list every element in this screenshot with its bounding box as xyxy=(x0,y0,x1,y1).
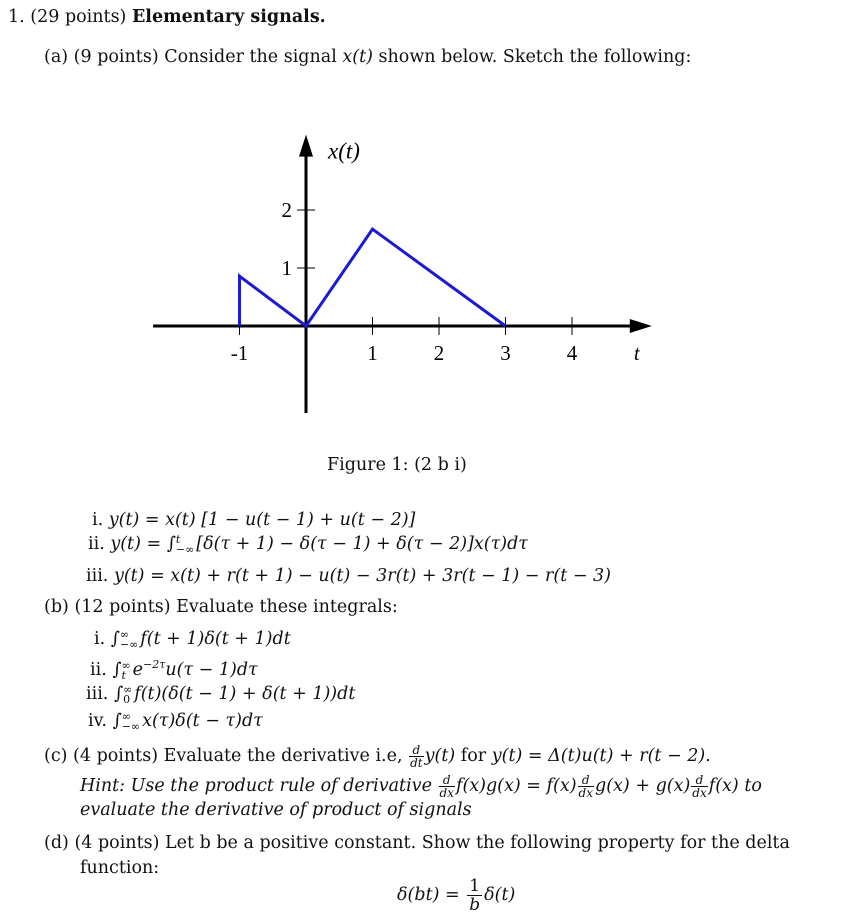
figure-caption: Figure 1: (2 b i) xyxy=(327,455,467,475)
part-c-hint-line2: evaluate the derivative of product of signals xyxy=(80,800,472,820)
integrand-base: e xyxy=(132,660,143,680)
integral-lower: −∞ xyxy=(119,637,139,651)
integral-sign: ∫ xyxy=(166,534,176,554)
part-a-text-pre: Consider the signal xyxy=(164,47,337,67)
y-axis-arrow xyxy=(299,135,313,157)
item-number: iii. xyxy=(86,566,109,586)
x-tick-label: 4 xyxy=(566,341,578,365)
integral-lower: t xyxy=(121,668,126,682)
hint-product: f(x)g(x) xyxy=(455,776,521,796)
y-tick-label: 1 xyxy=(281,256,292,280)
part-a-points: (9 points) xyxy=(73,47,159,67)
problem-number: 1. xyxy=(8,7,25,27)
item-lhs: y(t) = xyxy=(110,534,162,554)
integral-upper: ∞ xyxy=(119,627,130,641)
hint-to: to xyxy=(744,776,762,796)
integrand: x(τ)δ(t − τ)dτ xyxy=(142,711,263,731)
signal-line xyxy=(240,229,506,326)
integrand: f(t + 1)δ(t + 1)dt xyxy=(140,629,291,649)
part-b-item-4 xyxy=(88,710,263,732)
item-number: i. xyxy=(94,629,106,649)
part-c-expression: y(t) = Δ(t)u(t) + r(t − 2). xyxy=(491,746,711,766)
part-a-signal: x(t) xyxy=(342,47,373,67)
part-c-text: Evaluate the derivative i.e, xyxy=(163,746,403,766)
derivative-operator: $\frac{d}{dx}$ xyxy=(439,773,454,800)
part-a-intro xyxy=(44,46,691,68)
item-expression: y(t) = x(t) + r(t + 1) − u(t) − 3r(t) + 3r(t − 1) − r(t − 3) xyxy=(113,566,612,586)
part-a-item-1 xyxy=(92,509,415,531)
y-tick-label: 2 xyxy=(281,198,292,222)
item-number: iii. xyxy=(86,684,109,704)
part-b-text: Evaluate these integrals: xyxy=(176,597,398,617)
item-expression: y(t) = x(t) [1 − u(t − 1) + u(t − 2)] xyxy=(108,510,416,530)
integral-sign: ∫ xyxy=(112,711,122,731)
part-b-label: (b) xyxy=(44,597,69,617)
part-b-intro xyxy=(44,596,398,618)
part-c-points: (4 points) xyxy=(73,746,159,766)
problem-header xyxy=(8,6,326,28)
x-axis-arrow xyxy=(630,319,652,333)
hint-fx: f(x) xyxy=(546,776,577,796)
part-a-text-post: shown below. Sketch the following: xyxy=(378,47,692,67)
x-tick-label: 3 xyxy=(500,341,511,365)
part-b-points: (12 points) xyxy=(74,597,171,617)
equation-fraction: $\frac{1}{b}$ xyxy=(469,876,481,915)
hint-fx: f(x) xyxy=(708,776,739,796)
x-tick-label: -1 xyxy=(230,341,249,365)
derivative-operator: $\frac{d}{dt}$ xyxy=(410,743,423,770)
integral-lower: −∞ xyxy=(121,719,141,733)
part-a-item-3 xyxy=(86,565,611,587)
equation-rhs: δ(t) xyxy=(484,885,516,905)
x-axis-label: t xyxy=(633,341,640,365)
hint-gx: g(x) xyxy=(655,776,691,796)
part-c-label: (c) xyxy=(44,746,68,766)
part-d-intro xyxy=(44,832,790,854)
integrand-rest: u(τ − 1)dτ xyxy=(165,660,258,680)
integral-upper: ∞ xyxy=(121,658,131,672)
integral-upper: ∞ xyxy=(121,709,131,723)
integral-upper: t xyxy=(175,532,181,546)
item-number: iv. xyxy=(88,711,107,731)
y-axis-label: x(t) xyxy=(328,138,360,164)
hint-gx: g(x) xyxy=(595,776,630,796)
derivative-operator: $\frac{d}{dx}$ xyxy=(692,773,707,800)
part-d-equation xyxy=(397,877,515,914)
integral-sign: ∫ xyxy=(110,629,120,649)
derivative-target: y(t) xyxy=(424,746,456,766)
part-a-label: (a) xyxy=(44,47,69,67)
item-integrand: [δ(τ + 1) − δ(τ − 1) + δ(τ − 2)]x(τ)dτ xyxy=(196,534,528,554)
integral-upper: ∞ xyxy=(123,682,133,696)
part-c-intro xyxy=(44,744,711,769)
x-tick-label: 2 xyxy=(433,341,445,365)
integrand-exponent: −2τ xyxy=(143,658,166,671)
part-a-item-2 xyxy=(88,533,528,555)
part-d-label: (d) xyxy=(44,833,69,853)
hint-text: Use the product rule of derivative xyxy=(130,776,432,796)
hint-label: Hint: xyxy=(80,776,126,796)
x-tick-label: 1 xyxy=(367,341,378,365)
problem-points: (29 points) xyxy=(30,7,127,27)
part-b-item-3 xyxy=(86,683,355,705)
part-c-for: for xyxy=(460,746,487,766)
integral-sign: ∫ xyxy=(112,660,122,680)
integral-sign: ∫ xyxy=(113,684,124,704)
part-b-item-2 xyxy=(90,654,258,681)
derivative-operator: $\frac{d}{dx}$ xyxy=(578,773,593,800)
part-d-points: (4 points) xyxy=(74,833,160,853)
item-number: ii. xyxy=(88,534,105,554)
part-c-hint xyxy=(80,774,762,799)
integrand: f(t)(δ(t − 1) + δ(t + 1))dt xyxy=(134,684,356,704)
item-number: i. xyxy=(92,510,104,530)
item-number: ii. xyxy=(90,660,107,680)
part-d-text: Let b be a positive constant. Show the following property for the delta xyxy=(165,833,790,853)
integral-lower: 0 xyxy=(123,692,131,706)
hint-plus: + xyxy=(635,776,650,796)
part-b-item-1 xyxy=(94,628,291,650)
hint-equals: = xyxy=(526,776,541,796)
integral-lower: −∞ xyxy=(175,542,195,556)
equation-lhs: δ(bt) = xyxy=(397,885,460,905)
problem-title: Elementary signals. xyxy=(131,7,326,27)
part-d-text-line2: function: xyxy=(80,858,160,878)
